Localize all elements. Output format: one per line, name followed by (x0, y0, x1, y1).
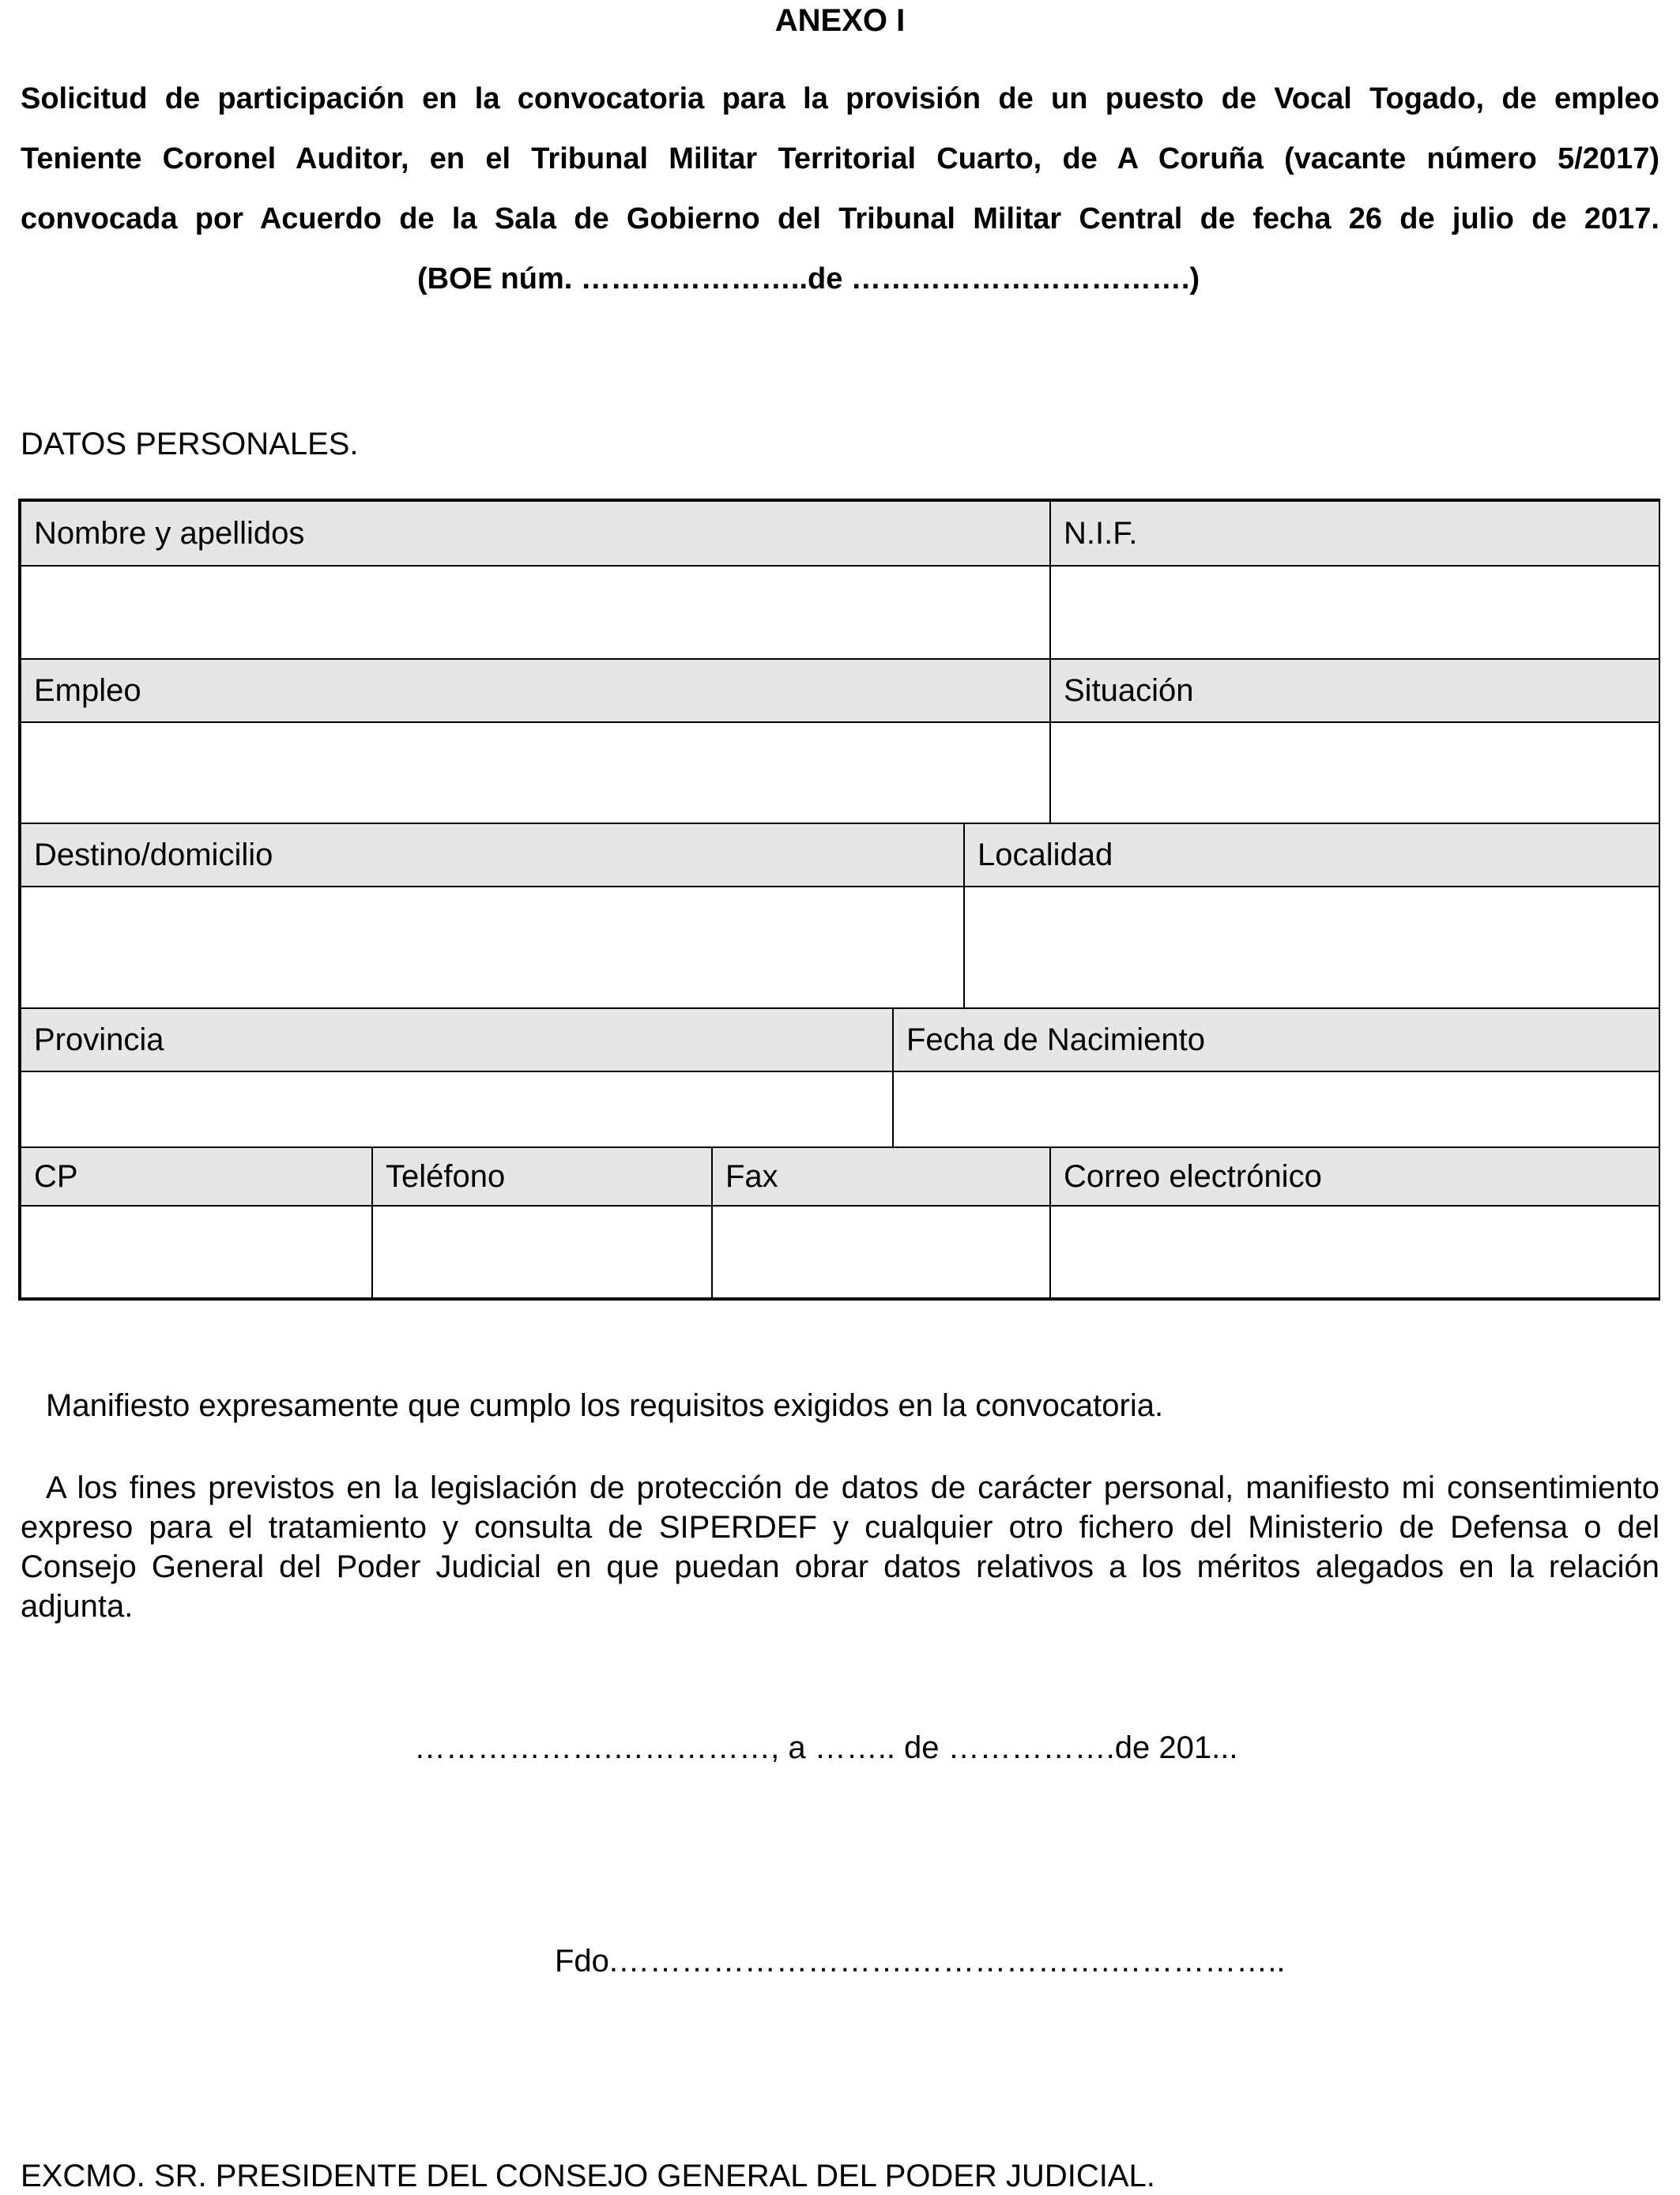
label-status (1049, 658, 1660, 723)
label-full-name (20, 500, 1051, 567)
personal-data-form (18, 499, 1660, 1301)
data-consent-statement: A los fines previstos en la legislación de protección de datos de carácter personal, manifiesto mi consentimiento expreso para el tratamiento y consulta de SIPERDEF y cualquier otro fichero del Ministerio de Defensa o del Consejo General del Poder Judicial en que puedan obrar datos relativos a los méritos alegados en la relación adjunta. (21, 1470, 1659, 1624)
field-address[interactable] (20, 886, 965, 1009)
label-text: Empleo (34, 673, 141, 708)
field-province[interactable] (20, 1071, 894, 1148)
label-address (20, 823, 965, 887)
requirements-statement: Manifiesto expresamente que cumplo los requisitos exigidos en la convocatoria. (46, 1388, 1164, 1423)
label-email (1049, 1146, 1660, 1207)
label-text: N.I.F. (1064, 516, 1138, 551)
field-postal-code[interactable] (20, 1205, 373, 1299)
annex-title: ANEXO I (774, 3, 906, 38)
label-birth-date (892, 1007, 1660, 1072)
label-fax (711, 1146, 1051, 1207)
label-text: Fecha de Nacimiento (906, 1022, 1205, 1057)
label-province (20, 1007, 894, 1072)
label-rank (20, 658, 1051, 723)
field-nif[interactable] (1049, 565, 1660, 660)
label-phone (371, 1146, 713, 1207)
label-text: Fax (725, 1159, 778, 1194)
field-email[interactable] (1049, 1205, 1660, 1299)
label-nif (1049, 500, 1660, 567)
field-rank[interactable] (20, 721, 1051, 824)
label-text: Situación (1064, 673, 1194, 708)
label-text: Nombre y apellidos (34, 516, 305, 551)
place-date-line: ……………….……………, a …….. de …………….de 201... (414, 1730, 1238, 1765)
label-locality (963, 823, 1660, 887)
label-text: Destino/domicilio (34, 838, 273, 872)
section-title-personal-data: DATOS PERSONALES. (21, 427, 359, 461)
label-text: Correo electrónico (1064, 1159, 1322, 1194)
intro-line-2: Teniente Coronel Auditor, en el Tribunal Militar Territorial Cuarto, de A Coruña (vacante número 5/2017) (21, 142, 1659, 175)
field-full-name[interactable] (20, 565, 1051, 660)
field-phone[interactable] (371, 1205, 713, 1299)
label-text: Teléfono (386, 1159, 506, 1194)
field-status[interactable] (1049, 721, 1660, 824)
boe-reference: (BOE núm. …………………..de …………………………….) (417, 262, 1200, 296)
field-birth-date[interactable] (892, 1071, 1660, 1148)
label-postal-code (20, 1146, 373, 1207)
intro-line-1: Solicitud de participación en la convocatoria para la provisión de un puesto de Vocal Togado, de empleo (21, 82, 1659, 115)
signature-line: Fdo.……………………….……………….…………….. (555, 1944, 1286, 1979)
field-fax[interactable] (711, 1205, 1051, 1299)
intro-line-3: convocada por Acuerdo de la Sala de Gobierno del Tribunal Militar Central de fecha 26 de julio de 2017. (21, 202, 1659, 235)
label-text: Localidad (977, 838, 1113, 872)
label-text: Provincia (34, 1022, 164, 1057)
label-text: CP (34, 1159, 78, 1194)
addressee: EXCMO. SR. PRESIDENTE DEL CONSEJO GENERAL DEL PODER JUDICIAL. (21, 2159, 1155, 2193)
field-locality[interactable] (963, 886, 1660, 1009)
